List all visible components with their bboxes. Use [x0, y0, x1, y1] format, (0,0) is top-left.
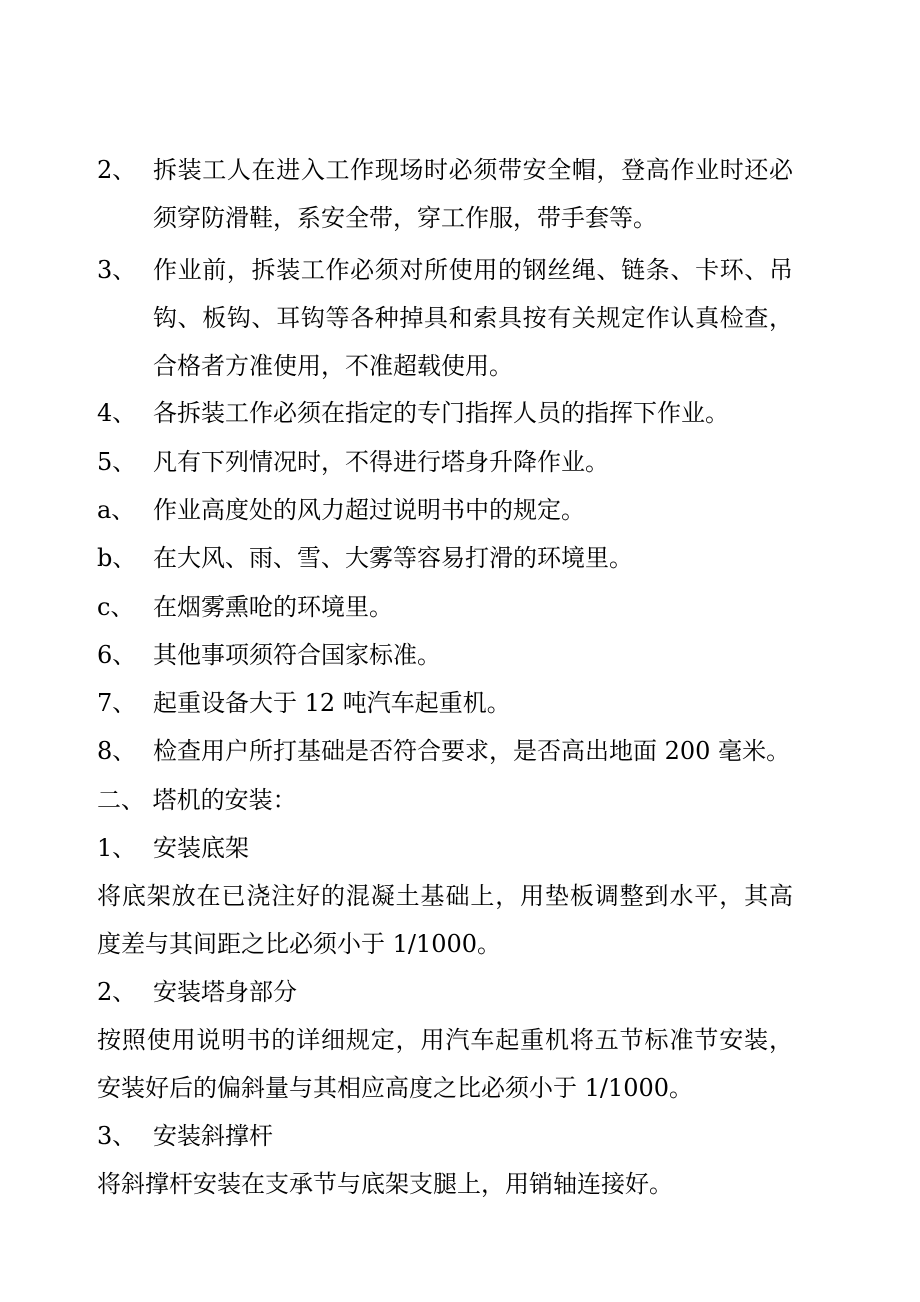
section-heading: 二、 塔机的安装：	[97, 786, 297, 814]
item-text-line: 各拆装工作必须在指定的专门指挥人员的指挥下作业。	[153, 399, 729, 427]
item-number: 3、	[97, 256, 137, 284]
step-number: 2、	[97, 978, 137, 1006]
step-body-line: 按照使用说明书的详细规定，用汽车起重机将五节标准节安装，	[97, 1026, 793, 1054]
item-text-line: 凡有下列情况时，不得进行塔身升降作业。	[153, 448, 609, 476]
item-text-line: 拆装工人在进入工作现场时必须带安全帽，登高作业时还必	[153, 156, 793, 184]
item-number: 6、	[97, 641, 137, 669]
step-body-line: 安装好后的偏斜量与其相应高度之比必须小于 1/1000。	[97, 1074, 694, 1102]
item-text-line: 须穿防滑鞋，系安全带，穿工作服，带手套等。	[153, 204, 657, 232]
step-body-line: 度差与其间距之比必须小于 1/1000。	[97, 930, 502, 958]
item-text-line: 其他事项须符合国家标准。	[153, 641, 441, 669]
item-number: 5、	[97, 448, 137, 476]
step-body-line: 将底架放在已浇注好的混凝土基础上，用垫板调整到水平，其高	[97, 882, 793, 910]
item-text-line: 作业高度处的风力超过说明书中的规定。	[153, 496, 585, 524]
step-title: 安装斜撑杆	[153, 1122, 273, 1150]
item-number: 7、	[97, 689, 137, 717]
item-text-line: 在烟雾熏呛的环境里。	[153, 593, 393, 621]
item-text-line: 钩、板钩、耳钩等各种掉具和索具按有关规定作认真检查，	[153, 304, 793, 332]
item-number: c、	[97, 593, 135, 621]
step-body-line: 将斜撑杆安装在支承节与底架支腿上，用销轴连接好。	[97, 1170, 673, 1198]
item-text-line: 起重设备大于 12 吨汽车起重机。	[153, 689, 511, 717]
item-text-line: 检查用户所打基础是否符合要求，是否高出地面 200 毫米。	[153, 737, 791, 765]
step-number: 1、	[97, 834, 137, 862]
step-title: 安装塔身部分	[153, 978, 297, 1006]
step-number: 3、	[97, 1122, 137, 1150]
item-text-line: 作业前，拆装工作必须对所使用的钢丝绳、链条、卡环、吊	[153, 256, 793, 284]
item-number: b、	[97, 544, 137, 572]
item-number: 8、	[97, 737, 137, 765]
item-number: 4、	[97, 399, 137, 427]
item-text-line: 合格者方准使用，不准超载使用。	[153, 352, 513, 380]
item-text-line: 在大风、雨、雪、大雾等容易打滑的环境里。	[153, 544, 633, 572]
step-title: 安装底架	[153, 834, 249, 862]
item-number: a、	[97, 496, 136, 524]
item-number: 2、	[97, 156, 137, 184]
